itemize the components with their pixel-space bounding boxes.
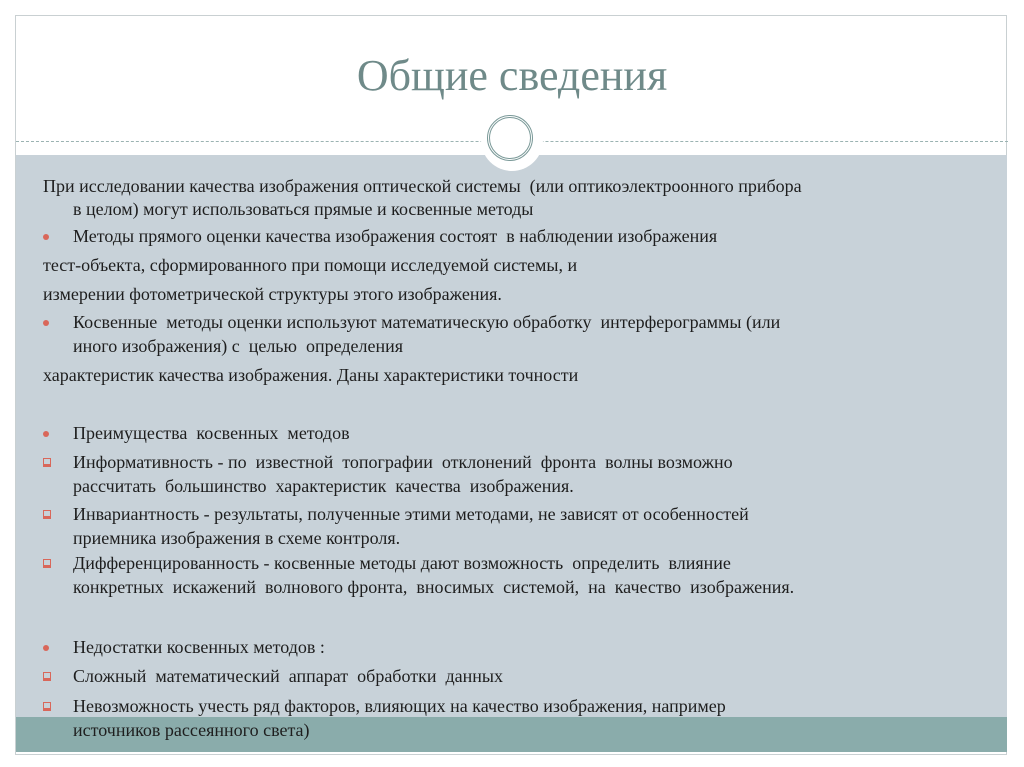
slide-title: Общие сведения (356, 51, 668, 100)
paragraph-line (43, 253, 973, 277)
paragraph-line (43, 363, 973, 387)
paragraph-text: Преимущества косвенных методов (73, 423, 350, 443)
paragraph-line (73, 694, 973, 718)
square-bullet-icon (43, 672, 51, 681)
paragraph-line (43, 282, 973, 306)
paragraph-text: Недостатки косвенных методов : (73, 637, 325, 657)
paragraph-line (43, 174, 973, 198)
paragraph-text: Инвариантность - результаты, полученные этими методами, не зависят от особенностей (73, 504, 749, 524)
round-bullet-icon (43, 431, 49, 437)
square-bullet-icon (43, 702, 51, 711)
circle-ornament-icon (487, 115, 533, 161)
paragraph-line (73, 551, 973, 575)
paragraph-line (73, 502, 973, 526)
paragraph-text: источников рассеянного света) (73, 720, 310, 740)
paragraph-text: Сложный математический аппарат обработки данных (73, 666, 503, 686)
square-bullet-icon (43, 559, 51, 568)
paragraph-text: Дифференцированность - косвенные методы дают возможность определить влияние (73, 553, 731, 573)
paragraph-line (73, 450, 973, 474)
round-bullet-icon (43, 645, 49, 651)
paragraph-text: рассчитать большинство характеристик качества изображения. (73, 476, 574, 496)
paragraph-text: Невозможность учесть ряд факторов, влияющих на качество изображения, например (73, 696, 726, 716)
paragraph-text: Методы прямого оценки качества изображения состоят в наблюдении изображения (73, 226, 718, 246)
paragraph-text: измерении фотометрической структуры этого изображения. (43, 284, 502, 304)
paragraph-text: При исследовании качества изображения оптической системы (или оптикоэлектроонного прибора (43, 176, 802, 196)
paragraph-line (73, 310, 973, 334)
paragraph-text: Информативность - по известной топографии отклонений фронта волны возможно (73, 452, 733, 472)
square-bullet-icon (43, 458, 51, 467)
paragraph-text: Косвенные методы оценки используют математическую обработку интерферограммы (или (73, 312, 781, 332)
paragraph-line (73, 664, 973, 688)
paragraph-line (73, 635, 973, 659)
paragraph-line (73, 421, 973, 445)
paragraph-line (73, 197, 973, 221)
round-bullet-icon (43, 320, 49, 326)
paragraph-text: приемника изображения в схеме контроля. (73, 528, 401, 548)
paragraph-text: иного изображения) с целью определения (73, 336, 404, 356)
paragraph-line (73, 718, 973, 742)
paragraph-text: характеристик качества изображения. Даны характеристики точности (43, 365, 579, 385)
paragraph-line (73, 575, 973, 599)
paragraph-text: в целом) могут использоваться прямые и косвенные методы (73, 199, 534, 219)
paragraph-line (73, 334, 973, 358)
paragraph-text: тест-объекта, сформированного при помощи исследуемой системы, и (43, 255, 578, 275)
square-bullet-icon (43, 510, 51, 519)
paragraph-line (73, 526, 973, 550)
paragraph-line (73, 224, 973, 248)
paragraph-text: конкретных искажений волнового фронта, вносимых системой, на качество изображения. (73, 577, 795, 597)
round-bullet-icon (43, 234, 49, 240)
paragraph-line (73, 474, 973, 498)
